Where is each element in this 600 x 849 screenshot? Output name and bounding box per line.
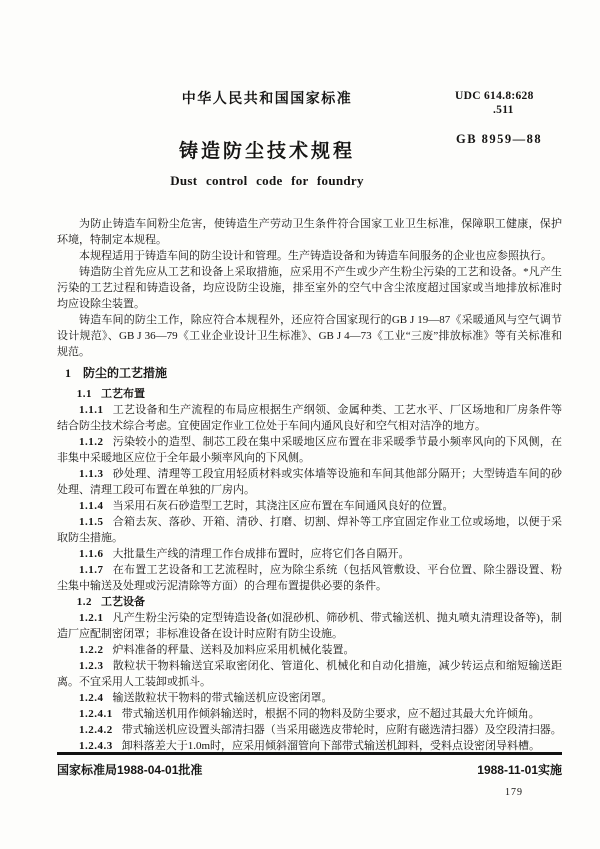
clause-1-1-7 — [57, 562, 562, 594]
preamble-paragraph-2: 本规程适用于铸造车间的防尘设计和管理。生产铸造设备和为铸造车间服务的企业也应参照执行。 — [79, 250, 552, 262]
clause-number: 1.1.1 — [79, 404, 104, 416]
clause-text: 输送散粒状干物料的带式输送机应设密闭罩。 — [112, 692, 333, 704]
clause-1-2-4 — [57, 690, 562, 706]
standard-number: GB 8959—88 — [456, 132, 543, 146]
implementation-note: 1988-11-01实施 — [477, 763, 562, 777]
clause-text: 散粒状干物料输送宜采取密闭化、管道化、机械化和自动化措施，减少转运点和缩短输送距离。不宜采用人工装卸或抓斗。 — [57, 660, 562, 688]
clause-text: 工艺设备和生产流程的布局应根据生产纲领、金属种类、工艺水平、厂区场地和厂房条件等结合防尘技术综合考虑。宜使固定作业工位处于车间内通风良好和空气相对洁净的地方。 — [57, 404, 562, 432]
clause-text: 大批量生产线的清理工作台成排布置时，应将它们各自隔开。 — [112, 548, 410, 560]
clause-text: 在布置工艺设备和工艺流程时，应为除尘系统（包括风管敷设、平台位置、除尘器设置、粉尘集中输送及处理或污泥清除等方面）的合理布置提供必要的条件。 — [57, 564, 562, 592]
clause-1-1-1 — [57, 402, 562, 434]
document-subtitle: Dust control code for foundry — [170, 173, 364, 188]
section-number: 1 — [65, 366, 71, 380]
section-title: 防尘的工艺措施 — [83, 366, 168, 380]
clause-1-2-3 — [57, 658, 562, 690]
clause-1-2-4-2 — [57, 722, 562, 738]
clause-text: 带式输送机应设置头部清扫器（当采用磁选皮带轮时，应附有磁选清扫器）及空段清扫器。 — [121, 724, 562, 736]
clause-number: 1.1.7 — [79, 564, 104, 576]
clause-1-2-1 — [57, 610, 562, 642]
clause-1-1-3 — [57, 466, 562, 498]
preamble-paragraph-1: 为防止铸造车间粉尘危害，使铸造生产劳动卫生条件符合国家工业卫生标准，保障职工健康，保护环境，特制定本规程。 — [57, 218, 562, 246]
udc-line2: .511 — [493, 104, 514, 116]
clause-number: 1.2.4.2 — [79, 724, 113, 736]
preamble-paragraph-3: 铸造防尘首先应从工艺和设备上采取措施，应采用不产生或少产生粉尘污染的工艺和设备。*凡产生污染的工艺过程和铸造设备，均应设防尘设施，排至室外的空气中含尘浓度超过国家或当地排放标准时均应设除尘装置。 — [57, 266, 562, 310]
clause-text: 污染较小的造型、制芯工段在集中采暖地区应布置在非采暖季节最小频率风向的下风侧，在非集中采暖地区应位于全年最小频率风向的下风侧。 — [57, 436, 562, 464]
clause-number: 1.2.4.3 — [79, 740, 113, 752]
approval-note: 国家标准局1988-04-01批准 — [57, 763, 203, 777]
clause-text: 炉料准备的秤量、送料及加料应采用机械化装置。 — [112, 644, 355, 656]
approval-footer — [57, 752, 562, 778]
clause-1-1 — [57, 386, 562, 402]
udc-line1: UDC 614.8:628 — [455, 90, 534, 102]
clause-number: 1.2.1 — [79, 612, 104, 624]
page-number: 179 — [505, 787, 523, 798]
clause-text: 当采用石灰石砂造型工艺时，其浇注区应布置在车间通风良好的位置。 — [112, 500, 454, 512]
clause-1-2-4-1 — [57, 706, 562, 722]
clause-text: 砂处理、清理等工段宜用轻质材料或实体墙等设施和车间其他部分隔开；大型铸造车间的砂处理、清理工段可布置在单独的厂房内。 — [57, 468, 562, 496]
clause-number: 1.1.3 — [79, 468, 104, 480]
clause-number: 1.1.6 — [79, 548, 104, 560]
clause-1-1-4 — [57, 498, 562, 514]
clause-number: 1.1.4 — [79, 500, 104, 512]
clause-text: 工艺布置 — [101, 388, 146, 400]
clause-number: 1.2 — [76, 596, 93, 608]
clause-text: 带式输送机用作倾斜输送时，根据不同的物料及防尘要求，应不超过其最大允许倾角。 — [121, 708, 540, 720]
clause-number: 1.2.4 — [79, 692, 104, 704]
clause-1-2-2 — [57, 642, 562, 658]
document-title: 铸造防尘技术规程 — [178, 141, 355, 162]
clause-text: 合箱去灰、落砂、开箱、清砂、打磨、切割、焊补等工序宜固定作业工位或场地，以便于采取防尘措施。 — [57, 516, 562, 544]
section-heading — [57, 365, 562, 381]
clause-number: 1.2.4.1 — [79, 708, 113, 720]
clause-number: 1.1.5 — [79, 516, 104, 528]
clause-text: 凡产生粉尘污染的定型铸造设备(如混砂机、筛砂机、带式输送机、抛丸喷丸清理设备等)，制造厂应配制密闭罩；非标准设备在设计时应附有防尘设施。 — [57, 612, 562, 640]
clause-1-2 — [57, 594, 562, 610]
clause-number: 1.1 — [76, 388, 93, 400]
udc-classification — [455, 89, 534, 117]
clause-text: 卸料落差大于1.0m时，应采用倾斜溜管向下部带式输送机卸料，受料点设密闭导料槽。 — [121, 740, 541, 752]
clause-1-1-5 — [57, 514, 562, 546]
clause-text: 工艺设备 — [101, 596, 146, 608]
clause-number: 1.2.2 — [79, 644, 104, 656]
document-body — [57, 216, 562, 754]
clause-number: 1.2.3 — [79, 660, 104, 672]
clause-1-1-6 — [57, 546, 562, 562]
preamble-paragraph-4: 铸造车间的防尘工作，除应符合本规程外，还应符合国家现行的GB J 19—87《采暖通风与空气调节设计规范》、GB J 36—79《工业企业设计卫生标准》、GB J 4—73《工业“三废”排放标准》等有关标准和规范。 — [57, 314, 562, 358]
clause-number: 1.1.2 — [79, 436, 104, 448]
clause-1-1-2 — [57, 434, 562, 466]
standard-label: 中华人民共和国国家标准 — [181, 90, 353, 106]
